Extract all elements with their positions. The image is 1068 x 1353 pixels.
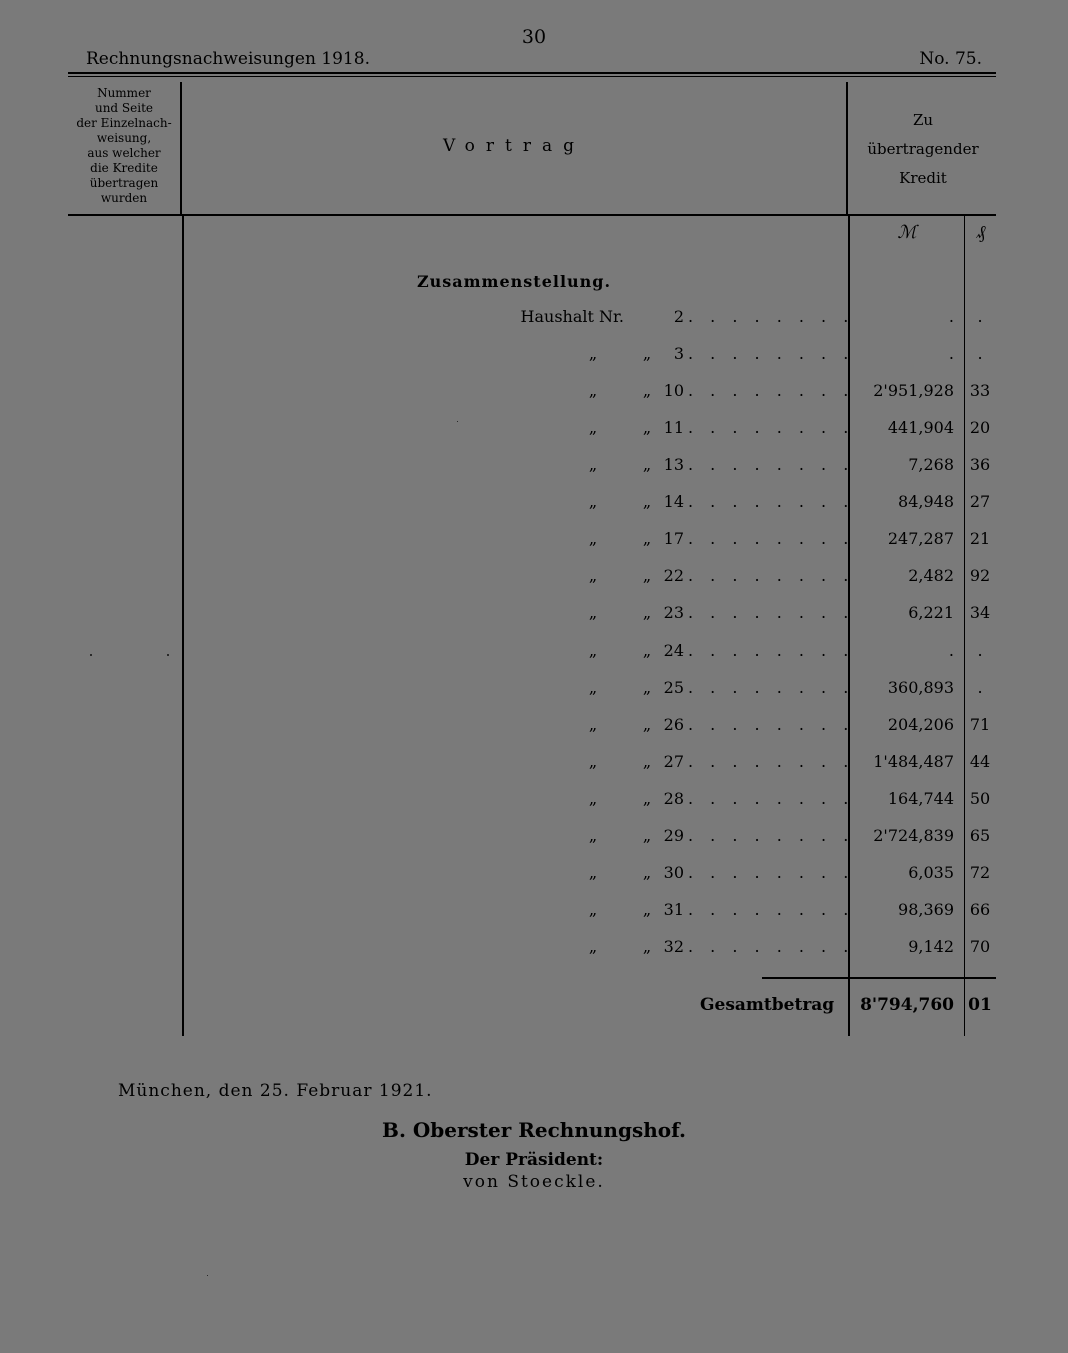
dot-leaders: . . . . . . . . [688,825,855,845]
mark-value: 2'724,839 [873,825,954,845]
ditto-mark: „ [588,751,598,771]
dot-leaders: . . . . . . . . [688,492,855,512]
pfennig-value: 21 [969,529,991,549]
scan-speck [457,421,458,422]
dot-leaders: . . . . . . . . [688,640,855,660]
dot-leaders: . . . . . . . . [688,603,855,623]
column-header-credit-line: übertragender [867,140,979,158]
column-header-number-line: die Kredite [90,161,158,175]
ditto-mark: „ [642,492,652,512]
signer-name: von Stoeckle. [463,1172,605,1192]
mark-value: 247,287 [887,529,954,549]
ditto-mark: „ [588,640,598,660]
table-row [182,603,996,633]
row-number: 13 [663,455,684,475]
pfennig-value: 65 [969,825,991,845]
total-rule [762,977,996,979]
column-header-number [70,86,178,206]
dot-leaders: . . . . . . . . [688,381,855,401]
pfennig-value: . [977,640,983,660]
table-row [182,715,996,745]
row-number: 31 [663,899,684,919]
scan-speck [167,654,169,656]
header-rule-top [68,72,996,74]
row-number: 32 [663,937,684,957]
row-number: 23 [663,603,684,623]
mark-value: 2,482 [908,566,954,586]
mark-value: . [948,640,954,660]
column-header-number-line: und Seite [94,101,154,115]
row-number: 26 [663,714,684,734]
ditto-mark: „ [588,677,598,697]
ditto-mark: „ [588,825,598,845]
pfennig-value: . [977,307,983,326]
pfennig-value: 92 [969,566,991,586]
pfennig-value: 71 [969,714,991,734]
mark-value: 1'484,487 [873,751,954,771]
dot-leaders: . . . . . . . . [688,751,855,771]
table-row [182,678,996,708]
column-header-number-line: weisung, [96,131,152,145]
scan-speck [207,1275,208,1276]
row-number: 28 [663,788,684,808]
pfennig-value: . [977,677,983,697]
ditto-mark: „ [642,344,652,364]
dot-leaders: . . . . . . . . [688,714,855,734]
pfennig-value: 50 [969,788,991,808]
mark-value: . [948,307,954,326]
scan-speck [90,654,92,656]
ditto-mark: „ [588,492,598,512]
pfennig-value: 72 [969,862,991,882]
authority-name: B. Oberster Rechnungshof. [382,1118,686,1142]
row-number: 17 [663,529,684,549]
table-row [182,937,996,967]
header-divider-2 [846,82,848,216]
row-number: 30 [663,862,684,882]
mark-value: 84,948 [898,492,954,512]
ditto-mark: „ [642,677,652,697]
column-header-credit-line: Zu [912,111,934,129]
pfennig-value: . [977,344,983,364]
ditto-mark: „ [642,899,652,919]
table-row [182,307,996,337]
table-row [182,344,996,374]
document-number: No. 75. [919,49,982,69]
table-row [182,641,996,671]
table-row [182,492,996,522]
page-number: 30 [521,26,547,48]
ditto-mark: „ [588,381,598,401]
mark-value: 204,206 [887,714,954,734]
table-row [182,752,996,782]
dot-leaders: . . . . . . . . [688,307,855,326]
row-number: 24 [663,640,684,660]
place-date: München, den 25. Februar 1921. [118,1081,433,1101]
ditto-mark: „ [642,714,652,734]
ditto-mark: „ [588,455,598,475]
table-row [182,381,996,411]
pfennig-value: 66 [969,899,991,919]
dot-leaders: . . . . . . . . [688,937,855,957]
unit-pfennig-label: ₰ [976,222,986,243]
ditto-mark: „ [642,788,652,808]
ditto-mark: „ [642,603,652,623]
document-title: Rechnungsnachweisungen 1918. [86,49,370,69]
ditto-mark: „ [642,751,652,771]
column-header-vortrag: Vortrag [442,136,586,156]
column-header-number-line: der Einzelnach- [76,116,172,130]
table-row [182,826,996,856]
dot-leaders: . . . . . . . . [688,788,855,808]
row-number: 25 [663,677,684,697]
table-row [182,789,996,819]
pfennig-value: 36 [969,455,991,475]
total-label: Gesamtbetrag [700,995,835,1015]
total-pfennig-value: 01 [968,995,992,1015]
dot-leaders: . . . . . . . . [688,344,855,364]
table-row [182,900,996,930]
row-number: 11 [663,418,684,438]
dot-leaders: . . . . . . . . [688,529,855,549]
mark-value: 441,904 [887,418,954,438]
dot-leaders: . . . . . . . . [688,862,855,882]
dot-leaders: . . . . . . . . [688,455,855,475]
ditto-mark: „ [588,862,598,882]
ditto-mark: „ [588,937,598,957]
ditto-mark: „ [588,344,598,364]
signer-role: Der Präsident: [464,1150,604,1170]
ditto-mark: „ [588,566,598,586]
row-number: 29 [663,825,684,845]
ditto-mark: „ [642,937,652,957]
ditto-mark: „ [642,455,652,475]
dot-leaders: . . . . . . . . [688,899,855,919]
column-header-number-line: aus welcher [87,146,161,160]
ditto-mark: „ [642,566,652,586]
pfennig-value: 70 [969,937,991,957]
mark-value: 7,268 [908,455,954,475]
row-number: 14 [663,492,684,512]
row-number: 2 [673,307,684,326]
header-body-rule [68,214,996,216]
row-number: 10 [663,381,684,401]
ditto-mark: „ [642,640,652,660]
column-header-number-line: übertragen [89,176,159,190]
pfennig-value: 27 [969,492,991,512]
dot-leaders: . . . . . . . . [688,566,855,586]
ditto-mark: „ [588,529,598,549]
ditto-mark: „ [588,603,598,623]
dot-leaders: . . . . . . . . [688,677,855,697]
mark-value: 360,893 [887,677,954,697]
mark-value: . [948,344,954,364]
header-rule-bottom [68,76,996,77]
mark-value: 9,142 [908,937,954,957]
pfennig-value: 44 [969,751,991,771]
ditto-mark: „ [642,825,652,845]
section-title: Zusammenstellung. [416,272,612,291]
pfennig-value: 33 [969,381,991,401]
ditto-mark: „ [642,529,652,549]
mark-value: 2'951,928 [873,381,954,401]
mark-value: 6,035 [908,862,954,882]
column-header-credit-line: Kredit [899,169,947,187]
row-number: 22 [663,566,684,586]
table-row [182,566,996,596]
table-row [182,418,996,448]
row-number: 3 [673,344,684,364]
mark-value: 164,744 [887,788,954,808]
row-number: 27 [663,751,684,771]
mark-value: 98,369 [898,899,954,919]
pfennig-value: 34 [969,603,991,623]
ditto-mark: „ [642,381,652,401]
pfennig-value: 20 [969,418,991,438]
table-row [182,863,996,893]
table-row [182,529,996,559]
ditto-mark: „ [642,862,652,882]
ditto-mark: „ [588,788,598,808]
table-row [182,455,996,485]
mark-value: 6,221 [908,603,954,623]
column-header-credit [850,106,996,193]
ditto-mark: „ [588,418,598,438]
column-header-number-line: wurden [100,191,148,205]
ditto-mark: „ [588,714,598,734]
ditto-mark: „ [642,418,652,438]
column-header-number-line: Nummer [97,86,151,100]
total-mark-value: 8'794,760 [860,995,954,1015]
dot-leaders: . . . . . . . . [688,418,855,438]
ditto-mark: „ [588,899,598,919]
row-label: Haushalt Nr. [520,307,624,326]
unit-mark-label: ℳ [897,222,917,243]
